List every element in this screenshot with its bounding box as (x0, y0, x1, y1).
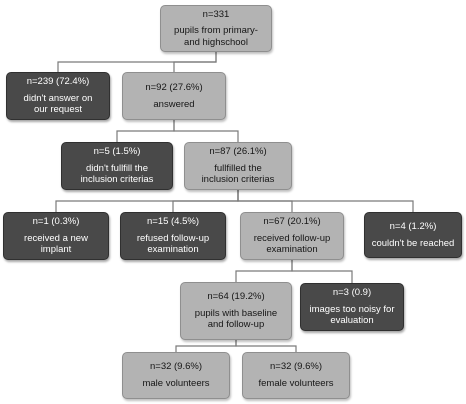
connector-received-followup-to-baseline-followup (236, 260, 292, 282)
connector-fulfilled-to-refused (173, 190, 238, 212)
node-root-description: pupils from primary- and highschool (174, 25, 258, 48)
node-female-count: n=32 (9.6%) (269, 361, 323, 373)
node-fulfilled-count: n=87 (26.1%) (209, 146, 267, 158)
node-baseline-followup-description: pupils with baseline and follow-up (194, 307, 278, 331)
node-male (122, 352, 230, 399)
connector-fulfilled-to-unreachable (238, 190, 413, 212)
connector-received-followup-to-too-noisy (292, 260, 352, 283)
node-not-fulfilled (61, 142, 173, 190)
node-new-implant-description: received a new implant (24, 232, 88, 256)
node-root (160, 5, 272, 52)
node-baseline-followup (180, 282, 292, 340)
node-too-noisy-description: images too noisy for evaluation (309, 303, 395, 327)
node-answered-description: answered (153, 98, 195, 110)
node-male-description: male volunteers (142, 378, 210, 389)
node-female (242, 352, 350, 399)
node-unreachable-count: n=4 (1.2%) (389, 220, 437, 232)
connector-answered-to-fulfilled (174, 120, 238, 142)
node-refused-description: refused follow-up examination (136, 232, 210, 256)
node-refused (120, 212, 226, 260)
node-not-fulfilled-count: n=5 (1.5%) (93, 146, 141, 158)
node-no-answer-count: n=239 (72.4%) (26, 76, 90, 88)
node-refused-count: n=15 (4.5%) (146, 216, 200, 228)
node-new-implant (3, 212, 109, 260)
node-received-followup-count: n=67 (20.1%) (263, 216, 321, 228)
node-not-fulfilled-description: didn't fullfill the inclusion criterias (80, 162, 154, 186)
node-fulfilled-description: fullfilled the inclusion criterias (201, 162, 275, 186)
node-no-answer (6, 72, 110, 120)
node-fulfilled (184, 142, 292, 190)
node-received-followup (240, 212, 344, 260)
connector-answered-to-not-fulfilled (117, 120, 174, 142)
node-too-noisy-count: n=3 (0.9) (332, 287, 372, 299)
node-too-noisy (300, 283, 404, 331)
node-answered-count: n=92 (27.6%) (145, 81, 203, 93)
node-root-count: n=331 (202, 8, 230, 20)
node-answered (122, 72, 226, 120)
node-no-answer-description: didn't answer on our request (23, 92, 93, 116)
connector-baseline-followup-to-female (236, 340, 296, 352)
node-new-implant-count: n=1 (0.3%) (32, 216, 80, 228)
connector-root-to-answered (174, 52, 216, 72)
node-female-description: female volunteers (258, 378, 334, 389)
node-unreachable-description: couldn't be reached (371, 237, 455, 249)
connector-baseline-followup-to-male (176, 340, 236, 352)
node-baseline-followup-count: n=64 (19.2%) (207, 291, 265, 303)
node-male-count: n=32 (9.6%) (149, 361, 203, 373)
node-unreachable (364, 212, 462, 258)
node-received-followup-description: received follow-up examination (253, 232, 331, 256)
